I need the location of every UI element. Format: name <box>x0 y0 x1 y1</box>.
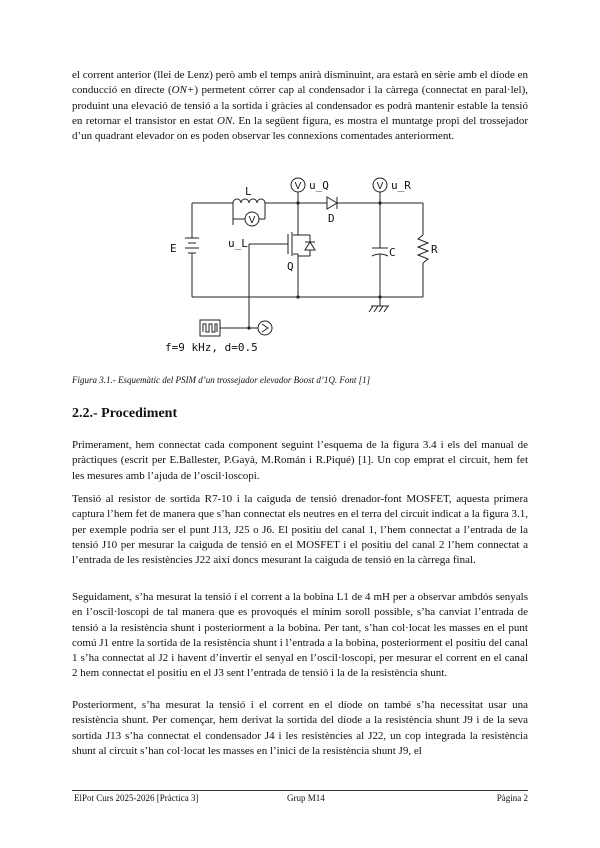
intro-text-a: el corrent anterior (llei de Lenz) però amb el temps anirà disminuint, ara estarà en sèrie amb el díode en conducció en directe ( <box>72 69 528 97</box>
capacitor-label: C <box>389 246 396 259</box>
mosfet-label: Q <box>287 260 294 273</box>
uL-label: u_L <box>228 237 248 250</box>
intro-on: ON <box>216 114 233 127</box>
uR-label: u_R <box>391 179 411 192</box>
voltmeter-uR-symbol: V <box>376 181 384 192</box>
resistor-label: R <box>431 243 438 256</box>
footer-course: ElPot Curs 2025-2026 [Pràctica 3] <box>74 793 199 803</box>
section-title: 2.2.- Procediment <box>72 406 178 421</box>
paragraph-1: Primerament, hem connectat cada component seguint l’esquema de la figura 3.4 i els del manual de pràctiques (escrit per E.Ballester, P.Gayà, M.Román i R.Piqué) [1]. Un cop emprat el circuit, hem fet les mesures amb l’ajuda de l’oscil·loscopi. <box>72 439 528 482</box>
footer-divider <box>72 790 528 791</box>
source-label: E <box>170 242 177 255</box>
intro-text-c: . En la següent figura, es mostra el muntatge propi del trossejador d’un quadrant elevador on es poden observar les connexions comentades anteriorment. <box>72 114 529 143</box>
paragraph-4: Posteriorment, s’ha mesurat la tensió i el corrent en el díode on també s’ha necessitat usar una resistència shunt. Per començar, hem derivat la sortida del díode a la resistència shunt J9 i de la seva sortida J13 s’ha connectat el condensador J4 i les resistències al J22, un cop integrada la resistència shunt al circuit s’han col·locat les masses en l’inici de la resistència shunt J9, el <box>72 699 528 757</box>
figure-caption: Figura 3.1.- Esquemàtic del PSIM d’un trossejador elevador Boost d’1Q. Font [1] <box>72 375 371 385</box>
intro-paragraph <box>72 68 528 144</box>
uQ-label: u_Q <box>309 179 329 192</box>
footer-group: Grup M14 <box>287 793 325 803</box>
paragraph-2: Tensió al resistor de sortida R7-10 i la caiguda de tensió drenador-font MOSFET, aquesta primera captura l’hem fet de manera que s’han connectat els neutres en el terra del circuit indicat a la figura 3.1, per exemple podria ser el punt J13, J25 o J6. El positiu del canal 1, l’hem connectat a l’entrada de la tensió J10 per mesurar la caiguda de tensió en el MOSFET i el positiu del canal 2 l’hem connectat a l’entrada de les resistències J22 així doncs mesurant la caiguda de tensió en la càrrega final. <box>72 493 528 567</box>
paragraph-3: Seguidament, s’ha mesurat la tensió i el corrent a la bobina L1 de 4 mH per a observar ambdós senyals en l’oscil·loscopi de tal manera que es provoqués el mínim soroll possible, s’ha canviat l’entrada de tensió a la resistència shunt i posteriorment a la bobina. Per tant, s’han col·locat les masses en el punt comú J1 entre la sortida de la resistència shunt i l’entrada a la bobina, posteriorment el positiu del canal 1 s’ha connectat al J2 i havent d’invertir el senyal en l’oscil·loscopi, per mesurar el corrent en el canal 2 hem connectat el positiu en el J3 sent l’entrada de tensió i la de la resistència shunt. <box>72 591 528 680</box>
pwm-label: f=9 kHz, d=0.5 <box>165 341 258 354</box>
footer-page-number: Pàgina 2 <box>496 793 528 803</box>
inductor-label: L <box>245 185 252 198</box>
boost-converter-schematic <box>155 170 445 370</box>
diode-label: D <box>328 212 335 225</box>
intro-on-plus: ON+ <box>171 84 195 97</box>
intro-text-b: ) permetent córrer cap al condensador i la càrrega (connectat en paral·lel), produint una elevació de tensió a la sortida i gràcies al condensador es podrà mantenir estable la tensió en retornar el transistor en estat <box>72 84 529 127</box>
voltmeter-uQ-symbol: V <box>294 181 302 192</box>
voltmeter-uL-symbol: V <box>248 215 256 226</box>
